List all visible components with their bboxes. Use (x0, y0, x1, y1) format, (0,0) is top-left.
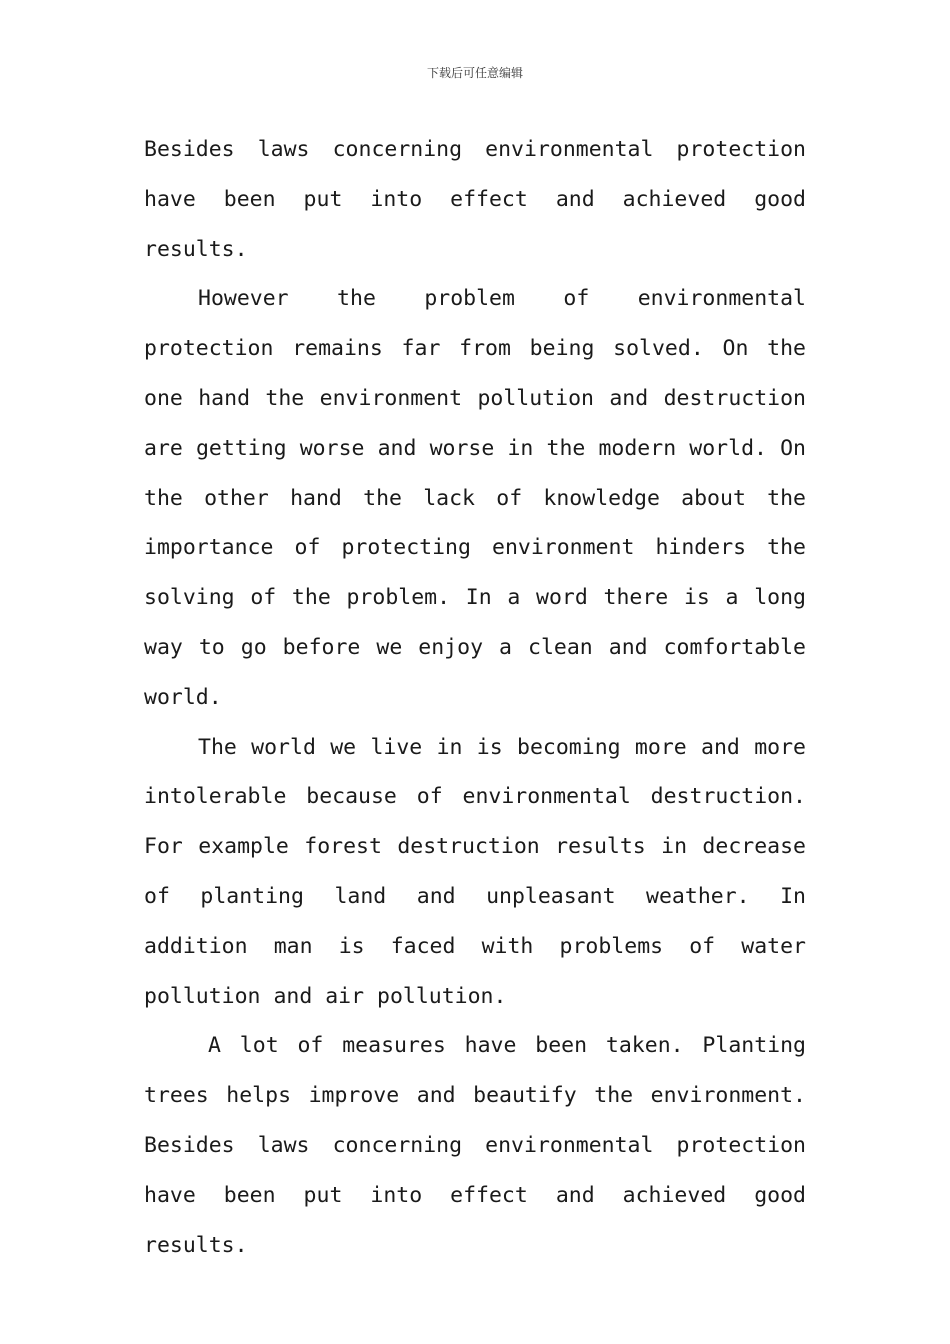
paragraph-4: A lot of measures have been taken. Planting trees helps improve and beautify the environment. Besides laws concerning environmental protection have been put into effect and achieved good results. (144, 1033, 806, 1258)
page-header: 下载后可任意编辑 (426, 66, 523, 80)
document-body (144, 125, 806, 1270)
paragraph-3: The world we live in is becoming more and more intolerable because of environmental destruction. For example forest destruction results in decrease of planting land and unpleasant weather. In addition man is faced with problems of water pollution and air pollution. (144, 734, 806, 1009)
paragraph-2: However the problem of environmental protection remains far from being solved. On the one hand the environment pollution and destruction are getting worse and worse in the modern world. On the other hand the lack of knowledge about the importance of protecting environment hinders the solving of the problem. In a word there is a long way to go before we enjoy a clean and comfortable world. (144, 286, 806, 710)
paragraph-1: Besides laws concerning environmental protection have been put into effect and achieved good results. (144, 137, 806, 262)
